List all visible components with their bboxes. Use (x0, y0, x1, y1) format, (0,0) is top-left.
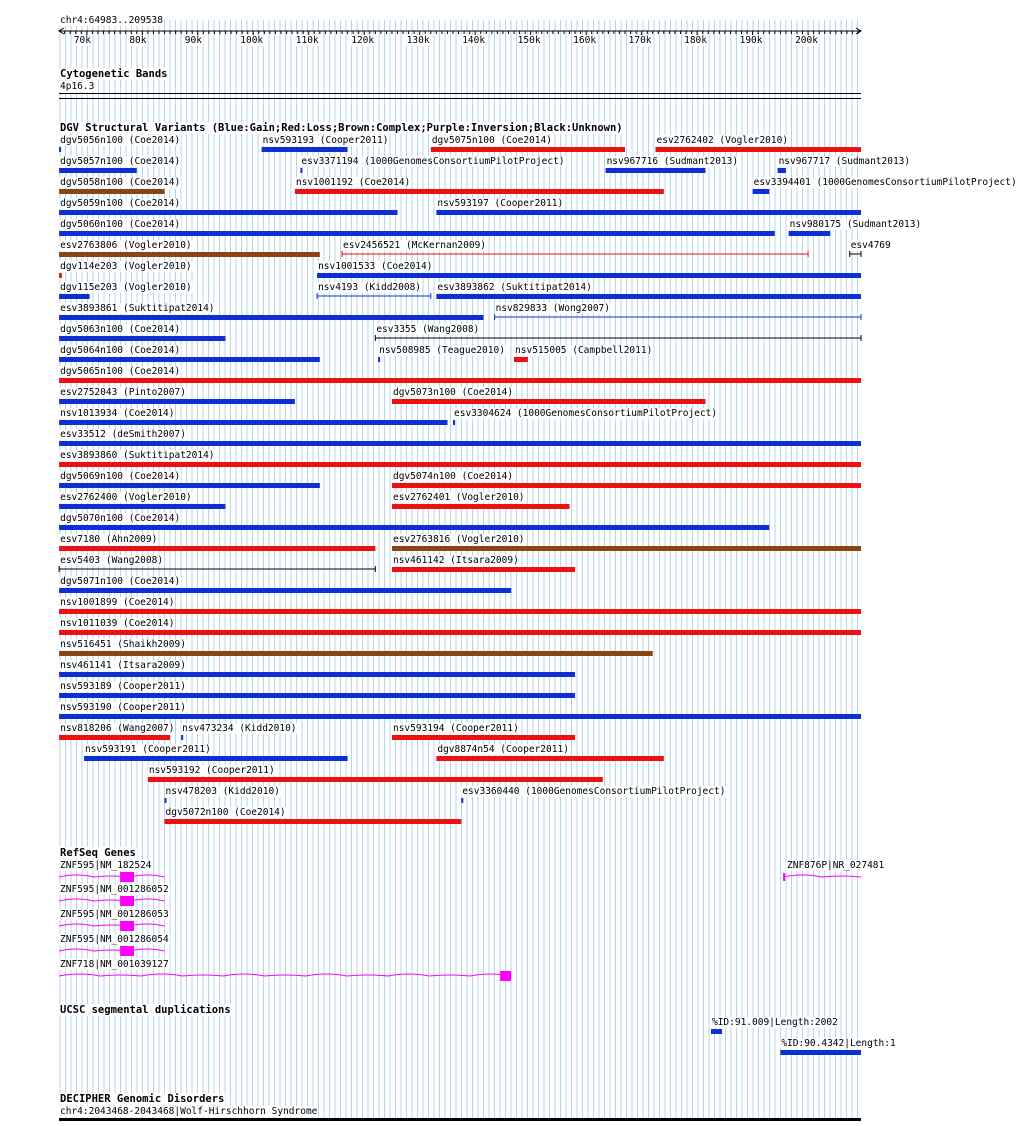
gene-intron (783, 875, 861, 877)
sv-feature (181, 735, 183, 740)
sv-feature-label[interactable]: dgv114e203 (Vogler2010) (60, 261, 192, 272)
ruler-tick-label: 90k (184, 35, 202, 46)
sv-feature-label[interactable]: dgv5059n100 (Coe2014) (60, 198, 181, 209)
gene-exon (500, 971, 511, 981)
sv-feature-label[interactable]: nsv818206 (Wang2007) (60, 723, 175, 734)
sv-feature-label[interactable]: dgv5073n100 (Coe2014) (392, 387, 514, 398)
sv-feature-label[interactable]: nsv515005 (Campbell2011) (515, 345, 653, 356)
sv-feature-label[interactable]: dgv8874n54 (Cooper2011) (437, 744, 569, 755)
sv-feature-label[interactable]: dgv5070n100 (Coe2014) (60, 513, 181, 524)
sv-feature-label[interactable]: nsv1001192 (Coe2014) (295, 177, 411, 188)
sv-feature (165, 798, 167, 803)
sv-feature (59, 294, 90, 299)
sv-feature (59, 168, 137, 173)
sv-feature-label[interactable]: esv2763816 (Vogler2010) (392, 534, 525, 545)
sv-feature (148, 777, 603, 782)
segdup-label[interactable]: %ID:91.009|Length:2002 (711, 1017, 838, 1028)
sv-feature (300, 168, 302, 173)
sv-feature-label[interactable]: nsv593191 (Cooper2011) (85, 744, 211, 755)
sv-feature-label[interactable]: esv2762402 (Vogler2010) (656, 135, 789, 146)
sv-feature-label[interactable]: dgv5060n100 (Coe2014) (60, 219, 181, 230)
sv-feature (392, 567, 575, 572)
decipher-feature (59, 1118, 861, 1121)
sv-feature (59, 210, 397, 215)
sv-feature (59, 588, 511, 593)
ruler-tick-label: 80k (129, 35, 147, 46)
sv-feature-label[interactable]: esv3360440 (1000GenomesConsortiumPilotProject) (462, 786, 726, 797)
sv-feature-label[interactable]: esv3304624 (1000GenomesConsortiumPilotProject) (454, 408, 718, 419)
gene-label[interactable]: ZNF876P|NR_027481 (787, 860, 885, 871)
sv-feature-label[interactable]: dgv5065n100 (Coe2014) (60, 366, 181, 377)
sv-feature (392, 399, 705, 404)
gene-label[interactable]: ZNF718|NM_001039127 (60, 959, 169, 970)
sv-feature-label[interactable]: dgv5057n100 (Coe2014) (60, 156, 181, 167)
sv-feature-label[interactable]: esv2763806 (Vogler2010) (60, 240, 192, 251)
sv-feature (59, 147, 61, 152)
sv-feature-label[interactable]: dgv5064n100 (Coe2014) (60, 345, 181, 356)
sv-feature-label[interactable]: esv3355 (Wang2008) (376, 324, 480, 335)
sv-feature (59, 357, 320, 362)
decipher-item-label[interactable]: chr4:2043468-2043468|Wolf-Hirschhorn Syndrome (60, 1106, 318, 1117)
sv-feature (789, 231, 831, 236)
sv-feature (392, 735, 575, 740)
sv-feature (606, 168, 706, 173)
sv-feature (59, 336, 225, 341)
sv-feature-label[interactable]: dgv5058n100 (Coe2014) (60, 177, 181, 188)
sv-feature-label[interactable]: nsv1001899 (Coe2014) (60, 597, 175, 608)
gene-exon (783, 873, 785, 881)
sv-feature (59, 315, 483, 320)
ruler-tick-label: 120k (351, 35, 375, 46)
segdup-track-title[interactable]: UCSC segmental duplications (60, 1004, 231, 1016)
dgv-track-title[interactable]: DGV Structural Variants (Blue:Gain;Red:Loss;Brown:Complex;Purple:Inversion;Black:Unknown) (60, 122, 623, 134)
sv-feature (431, 147, 625, 152)
position-label: chr4:64983..209538 (60, 15, 163, 26)
sv-feature-label[interactable]: esv3893860 (Suktitipat2014) (60, 450, 215, 461)
sv-feature-label[interactable]: nsv829833 (Wong2007) (495, 303, 610, 314)
sv-feature (392, 546, 861, 551)
gene-intron (59, 924, 164, 926)
sv-feature-label[interactable]: nsv593194 (Cooper2011) (392, 723, 519, 734)
sv-feature (59, 630, 861, 635)
sv-feature (392, 483, 861, 488)
sv-feature-label[interactable]: nsv516451 (Shaikh2009) (60, 639, 186, 650)
gene-label[interactable]: ZNF595|NM_001286053 (60, 909, 169, 920)
gene-exon (120, 946, 134, 956)
sv-feature-label[interactable]: dgv5072n100 (Coe2014) (165, 807, 286, 818)
sv-feature-label[interactable]: dgv5063n100 (Coe2014) (60, 324, 181, 335)
sv-feature-label[interactable]: esv3893862 (Suktitipat2014) (437, 282, 592, 293)
sv-feature (514, 357, 528, 362)
sv-feature (753, 189, 770, 194)
sv-feature-label[interactable]: esv2762400 (Vogler2010) (60, 492, 192, 503)
gene-label[interactable]: ZNF595|NM_182524 (60, 860, 152, 871)
sv-feature (59, 546, 375, 551)
ruler-tick-label: 200k (795, 35, 818, 46)
ruler-tick-label: 140k (462, 35, 486, 46)
sv-feature-label[interactable]: esv33512 (deSmith2007) (60, 429, 186, 440)
sv-feature-label[interactable]: dgv115e203 (Vogler2010) (60, 282, 192, 293)
sv-feature-label[interactable]: esv3893861 (Suktitipat2014) (60, 303, 215, 314)
sv-feature (59, 189, 164, 194)
sv-feature (59, 693, 575, 698)
sv-feature (165, 819, 462, 824)
gene-exon (120, 872, 134, 882)
decipher-track-title[interactable]: DECIPHER Genomic Disorders (60, 1093, 225, 1105)
cytoband-track-title[interactable]: Cytogenetic Bands (60, 68, 168, 80)
sv-feature-label[interactable]: nsv593192 (Cooper2011) (148, 765, 275, 776)
ruler-tick-label: 150k (517, 35, 541, 46)
sv-feature-label[interactable]: dgv5075n100 (Coe2014) (431, 135, 552, 146)
sv-feature (59, 525, 769, 530)
cytoband-line-top (59, 93, 861, 94)
sv-feature-label[interactable]: nsv967716 (Sudmant2013) (606, 156, 739, 167)
sv-feature (59, 651, 653, 656)
cytoband-line-bottom (59, 98, 861, 99)
gene-label[interactable]: ZNF595|NM_001286054 (60, 934, 169, 945)
sv-feature-label[interactable]: nsv478203 (Kidd2010) (165, 786, 280, 797)
sv-feature (656, 147, 861, 152)
sv-feature-label[interactable]: nsv461142 (Itsara2009) (392, 555, 519, 566)
sv-feature (59, 420, 447, 425)
sv-feature (295, 189, 664, 194)
sv-feature-label[interactable]: esv7180 (Ahn2009) (60, 534, 158, 545)
ruler-tick-label: 160k (573, 35, 597, 46)
ruler-tick-label: 170k (628, 35, 652, 46)
sv-feature (59, 399, 295, 404)
sv-feature-label[interactable]: nsv1013934 (Coe2014) (60, 408, 175, 419)
sv-feature-label[interactable]: nsv980175 (Sudmant2013) (789, 219, 922, 230)
sv-feature (84, 756, 348, 761)
sv-feature (59, 735, 170, 740)
sv-feature (59, 714, 861, 719)
sv-feature (59, 378, 861, 383)
sv-feature-label[interactable]: esv2456521 (McKernan2009) (343, 240, 487, 251)
sv-feature-label[interactable]: nsv1001533 (Coe2014) (318, 261, 433, 272)
sv-feature-label[interactable]: esv3394401 (1000GenomesConsortiumPilotProject) (753, 177, 1017, 188)
sv-feature-label[interactable]: nsv461141 (Itsara2009) (60, 660, 186, 671)
sv-feature-label[interactable]: esv2762401 (Vogler2010) (392, 492, 525, 503)
sv-feature (59, 441, 861, 446)
sv-feature-label[interactable]: dgv5071n100 (Coe2014) (60, 576, 181, 587)
ruler-tick-label: 180k (684, 35, 707, 46)
sv-feature-label[interactable]: dgv5069n100 (Coe2014) (60, 471, 181, 482)
sv-feature (59, 252, 320, 257)
sv-feature (317, 273, 861, 278)
ruler-tick-label: 190k (739, 35, 763, 46)
sv-feature-label[interactable]: nsv508985 (Teague2010) (379, 345, 505, 356)
sv-feature (59, 609, 861, 614)
sv-feature-label[interactable]: nsv1011039 (Coe2014) (60, 618, 175, 629)
sv-feature-label[interactable]: nsv593193 (Cooper2011) (262, 135, 389, 146)
sv-feature (453, 420, 455, 425)
segdup-label[interactable]: %ID:90.4342|Length:1 (781, 1038, 896, 1049)
sv-feature-label[interactable]: dgv5056n100 (Coe2014) (60, 135, 181, 146)
sv-feature (59, 273, 62, 278)
ruler-tick-label: 100k (240, 35, 264, 46)
sv-feature (461, 798, 463, 803)
sv-feature (436, 756, 663, 761)
sv-feature-label[interactable]: esv5403 (Wang2008) (60, 555, 164, 566)
sv-feature-label[interactable]: esv4769 (850, 240, 891, 251)
gene-label[interactable]: ZNF595|NM_001286052 (60, 884, 169, 895)
sv-feature-label[interactable]: dgv5074n100 (Coe2014) (392, 471, 514, 482)
sv-feature (392, 504, 570, 509)
sv-feature-label[interactable]: esv3371194 (1000GenomesConsortiumPilotProject) (301, 156, 565, 167)
sv-feature (436, 210, 861, 215)
refseq-track-title[interactable]: RefSeq Genes (60, 847, 136, 859)
gene-intron (59, 949, 164, 951)
cytoband-label: 4p16.3 (60, 81, 95, 92)
sv-feature (262, 147, 348, 152)
sv-feature (59, 483, 320, 488)
sv-feature (59, 504, 225, 509)
ruler-tick-label: 110k (295, 35, 319, 46)
segdup-feature (780, 1050, 861, 1055)
sv-feature-label[interactable]: nsv593189 (Cooper2011) (60, 681, 186, 692)
sv-feature-label[interactable]: nsv4193 (Kidd2008) (318, 282, 422, 293)
ruler-tick-label: 70k (73, 35, 91, 46)
gene-intron (59, 899, 164, 901)
sv-feature-label[interactable]: nsv593190 (Cooper2011) (60, 702, 186, 713)
gene-intron (59, 875, 164, 877)
sv-feature (378, 357, 380, 362)
sv-feature (436, 294, 861, 299)
sv-feature (778, 168, 786, 173)
sv-feature-label[interactable]: esv2752043 (Pinto2007) (60, 387, 186, 398)
sv-feature-label[interactable]: nsv967717 (Sudmant2013) (778, 156, 911, 167)
sv-feature (59, 672, 575, 677)
sv-feature-label[interactable]: nsv593197 (Cooper2011) (437, 198, 564, 209)
sv-feature-label[interactable]: nsv473234 (Kidd2010) (182, 723, 297, 734)
sv-feature (59, 231, 775, 236)
gene-exon (120, 896, 134, 906)
ruler-tick-label: 130k (406, 35, 430, 46)
gene-exon (120, 921, 134, 931)
sv-feature (59, 462, 861, 467)
segdup-feature (711, 1029, 722, 1034)
